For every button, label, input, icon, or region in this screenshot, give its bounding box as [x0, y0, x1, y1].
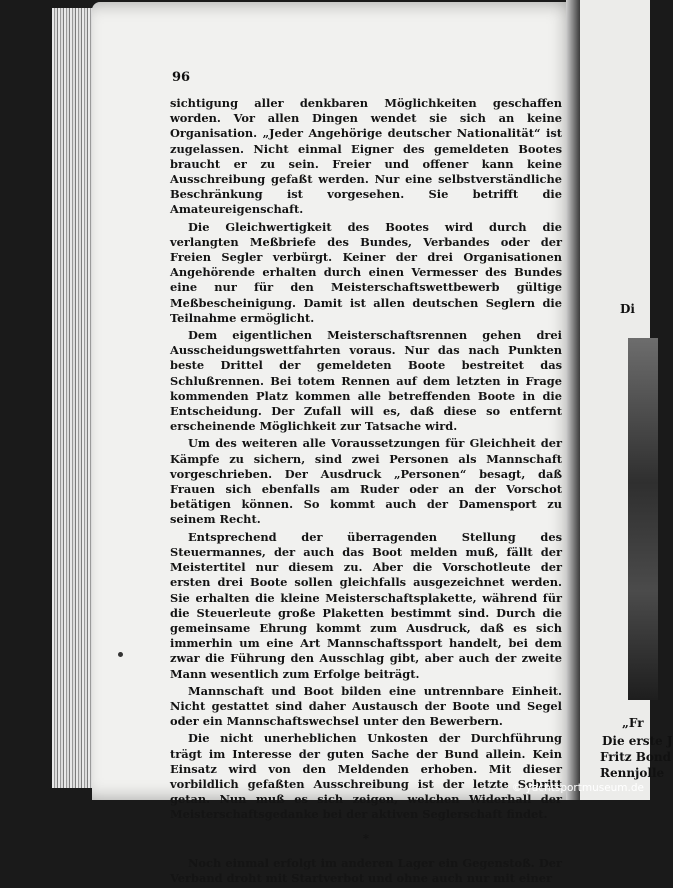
margin-dot	[118, 652, 123, 657]
book-gutter	[566, 0, 580, 800]
right-page-text: Di	[620, 302, 635, 316]
paragraph: Mannschaft und Boot bilden eine untrennbare Einheit. Nicht gestattet sind daher Austausch der Boote und Segel oder ein Mannschaftswechsel unter den Bewerbern.	[170, 683, 562, 729]
right-page	[580, 0, 673, 800]
right-page-caption: Fritz Bond	[600, 750, 671, 764]
paragraph: Die nicht unerheblichen Unkosten der Durchführung trägt im Interesse der guten Sache der Bund allein. Kein Einsatz wird von den Meldenden erhoben. Mit dieser vorbildlich gefaßten Ausschreibung ist der letzte Schritt getan. Nun muß es sich zeigen, welchen Widerhall der Meisterschaftsgedanke bei der aktiven Seglerschaft findet.	[170, 731, 562, 822]
body-text	[170, 96, 562, 888]
paragraph: Um des weiteren alle Voraussetzungen für Gleichheit der Kämpfe zu sichern, sind zwei Personen als Mannschaft vorgeschrieben. Der Ausdruck „Personen“ besagt, daß Frauen sich ebenfalls am Ruder oder an der Vorschot betätigen können. So kommt auch der Damensport zu seinem Recht.	[170, 436, 562, 527]
paragraph: Noch einmal erfolgt im anderen Lager ein Gegenstoß. Der Verband droht mit Startverbot und ohne auch nur mit einer	[170, 855, 562, 885]
right-page-photo	[628, 338, 658, 700]
page-number: 96	[172, 70, 191, 85]
paragraph: Die Gleichwertigkeit des Bootes wird durch die verlangten Meßbriefe des Bundes, Verbandes oder der Freien Segler verbürgt. Keiner der drei Organisationen Angehörende erhalten durch einen Vermesser des Bundes eine nur für den Meisterschaftswettbewerb gültige Meßbescheinigung. Damit ist allen deutschen Seglern die Teilnahme ermöglicht.	[170, 219, 562, 325]
right-page-caption: Rennjolle	[600, 766, 665, 780]
right-page-caption: Die erste J	[602, 734, 673, 748]
paragraph: Entsprechend der überragenden Stellung des Steuermannes, der auch das Boot melden muß, fällt der Meistertitel nur diesem zu. Aber die Vorschotleute der ersten drei Boote sollen gleichfalls ausgezeichnet werden. Sie erhalten die kleine Meisterschaftsplakette, während für die Steuerleute große Plaketten bestimmt sind. Durch die gemeinsame Ehrung kommt zum Ausdruck, daß es sich immerhin um eine Art Mannschaftssport handelt, bei dem zwar die Führung den Ausschlag gibt, aber auch der zweite Mann wesentlich zum Erfolge beiträgt.	[170, 529, 562, 681]
right-page-caption: „Fr	[622, 716, 644, 730]
paragraph: sichtigung aller denkbaren Möglichkeiten geschaffen worden. Vor allen Dingen wendet sie sich an keine Organisation. „Jeder Angehörige deutscher Nationalität“ ist zugelassen. Nicht einmal Eigner des gemeldeten Bootes braucht er zu sein. Freier und offener kann keine Ausschreibung gefaßt werden. Nur eine selbstverständliche Beschränkung ist vorgesehen. Sie betrifft die Amateureigenschaft.	[170, 96, 562, 217]
section-separator: *	[363, 830, 369, 845]
paragraph: Dem eigentlichen Meisterschaftsrennen gehen drei Ausscheidungswettfahrten voraus. Nur das nach Punkten beste Drittel der gemeldeten Boote bestreitet das Schlußrennen. Bei totem Rennen auf dem letzten in Frage kommenden Platz kommen alle betreffenden Boote in die Entscheidung. Der Zufall will es, daß diese so entfernt erscheinende Möglichkeit zur Tatsache wird.	[170, 328, 562, 434]
copyright-credit: © yachtsportmuseum.de	[511, 782, 644, 794]
